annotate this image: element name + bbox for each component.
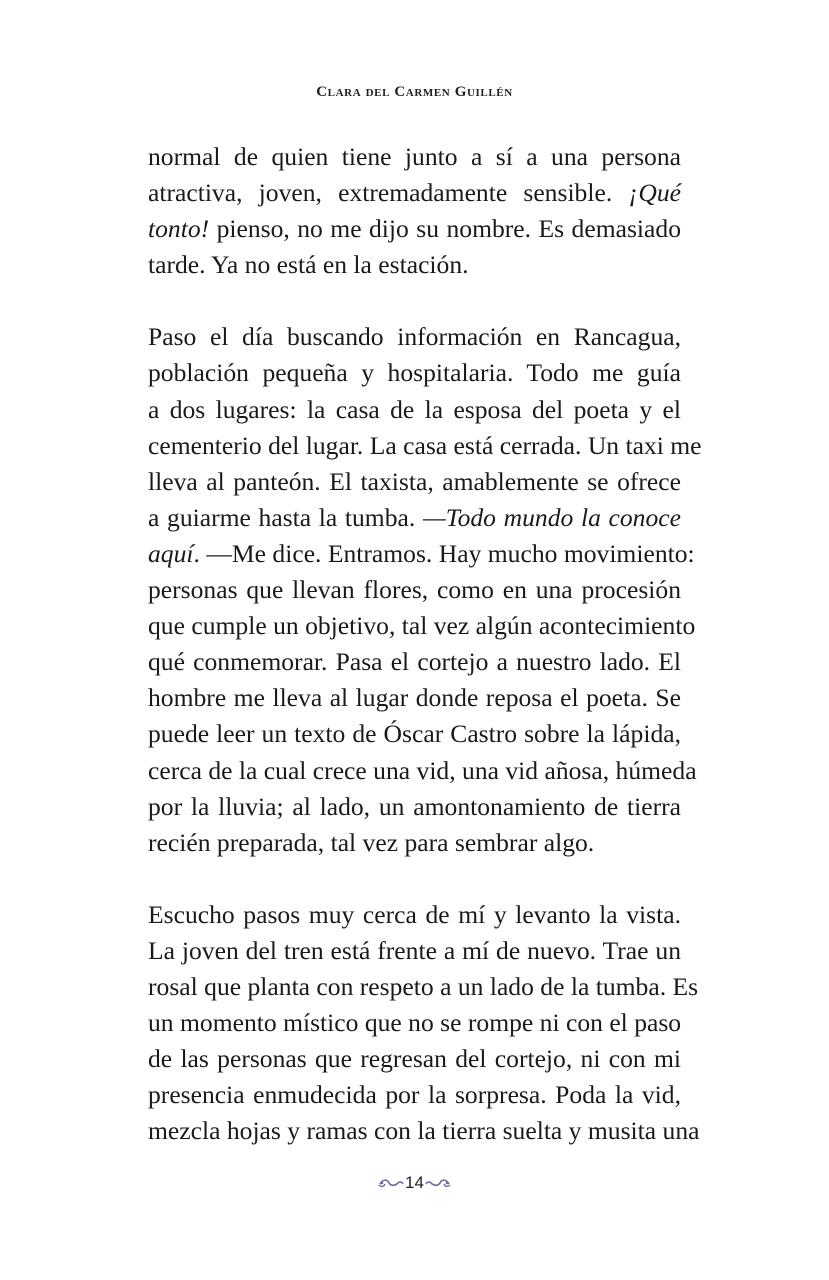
text-run: mezcla hojas y ramas con la tierra suelta y musita una: [148, 1116, 700, 1146]
text-line: [148, 608, 696, 644]
paragraph: [148, 319, 702, 860]
text-line: [148, 319, 681, 355]
text-run: rosal que planta con respeto a un lado de la tumba. Es: [148, 971, 699, 1001]
text-run: un momento místico que no se rompe ni con el paso: [148, 1008, 682, 1038]
text-line: [148, 572, 681, 608]
text-line: [148, 789, 681, 825]
text-run: qué conmemorar. Pasa el cortejo a nuestro lado. El: [148, 647, 681, 677]
text-line: [148, 139, 681, 175]
text-line: [148, 428, 702, 464]
text-run: cerca de la cual crece una vid, una vid añosa, húmeda: [148, 755, 697, 785]
italic-text: —Todo mundo la conoce: [422, 502, 681, 532]
text-line: [148, 753, 697, 789]
italic-text: tonto!: [148, 214, 210, 244]
text-run: pienso, no me dijo su nombre. Es demasiado: [209, 214, 681, 244]
text-run: recién preparada, tal vez para sembrar algo.: [148, 827, 595, 857]
text-line: [148, 247, 681, 283]
text-run: población pequeña y hospitalaria. Todo me guía: [148, 358, 681, 388]
body-text: [148, 139, 702, 1149]
text-run: hombre me lleva al lugar donde reposa el poeta. Se: [148, 683, 681, 713]
text-line: [148, 1005, 681, 1041]
text-line: [148, 897, 681, 933]
text-line: [148, 211, 681, 247]
text-line: [148, 355, 681, 391]
text-line: [148, 1077, 681, 1113]
text-run: normal de quien tiene junto a sí a una persona: [148, 142, 681, 171]
text-run: presencia enmudecida por la sorpresa. Poda la vid,: [148, 1080, 681, 1110]
paragraph: [148, 139, 681, 283]
text-run: de las personas que regresan del cortejo, ni con mi: [148, 1044, 681, 1074]
text-line: [148, 644, 681, 680]
vine-flourish-icon: [378, 1178, 404, 1188]
text-run: lleva al panteón. El taxista, amablemente se ofrece: [148, 466, 681, 496]
text-run: por la lluvia; al lado, un amontonamiento de tierra: [148, 791, 681, 821]
text-run: atractiva, joven, extremadamente sensible.: [148, 178, 629, 208]
text-run: La joven del tren está frente a mí de nuevo. Trae un: [148, 935, 681, 965]
text-line: [148, 500, 681, 536]
text-run: personas que llevan flores, como en una procesión: [148, 575, 681, 605]
text-run: cementerio del lugar. La casa está cerrada. Un taxi me: [148, 430, 702, 460]
text-run: Paso el día buscando información en Rancagua,: [148, 322, 681, 352]
paragraph-gap: [148, 861, 681, 897]
running-head: Clara del Carmen Guillén: [316, 84, 513, 100]
text-line: [148, 536, 695, 572]
text-run: . —Me dice. Entramos. Hay mucho movimiento:: [193, 538, 695, 568]
italic-text: ¡Qué: [628, 178, 681, 208]
page-folio: [0, 1172, 829, 1193]
text-run: tarde. Ya no está en la estación.: [148, 250, 469, 280]
text-run: a dos lugares: la casa de la esposa del poeta y el: [148, 394, 681, 424]
text-run: que cumple un objetivo, tal vez algún acontecimiento: [148, 611, 696, 641]
text-line: [148, 464, 681, 500]
text-line: [148, 716, 681, 752]
paragraph-gap: [148, 283, 681, 319]
text-line: [148, 825, 681, 861]
vine-flourish-icon: [425, 1178, 451, 1188]
text-line: [148, 1113, 700, 1149]
text-line: [148, 969, 699, 1005]
text-line: [148, 175, 681, 211]
text-line: [148, 933, 681, 969]
text-run: puede leer un texto de Óscar Castro sobre la lápida,: [148, 719, 681, 749]
text-run: Escucho pasos muy cerca de mí y levanto la vista.: [148, 899, 681, 929]
page-number: 14: [405, 1172, 424, 1192]
text-line: [148, 392, 681, 428]
text-line: [148, 680, 681, 716]
italic-text: aquí: [148, 538, 194, 568]
text-line: [148, 1041, 681, 1077]
paragraph: [148, 897, 700, 1150]
text-run: a guiarme hasta la tumba.: [148, 502, 423, 532]
